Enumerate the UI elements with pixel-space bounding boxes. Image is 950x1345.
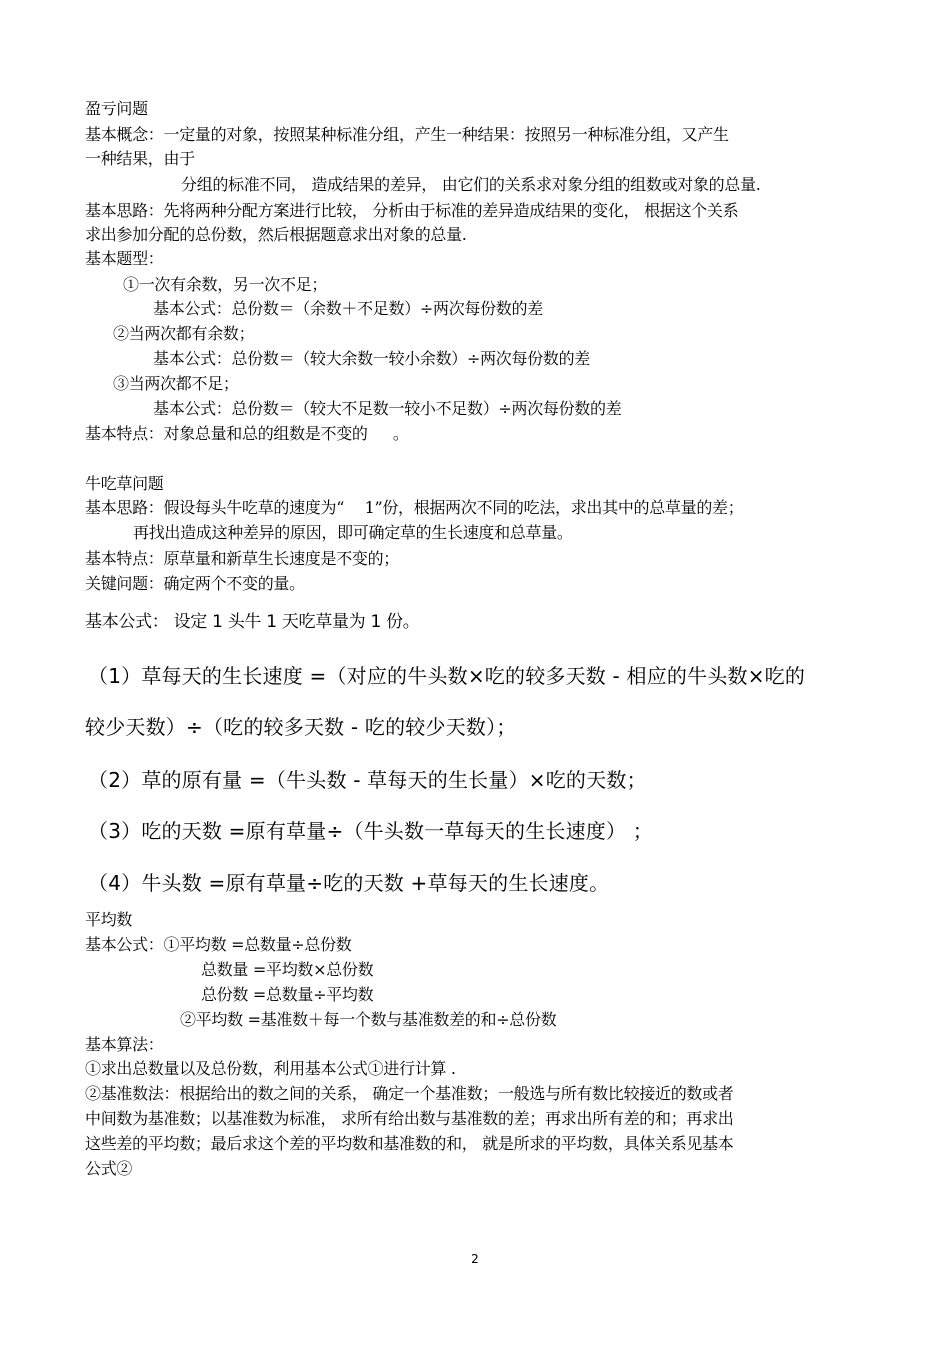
cow-formula-3: （3）吃的天数 =原有草量÷（牛头数一草每天的生长速度） ； [88,819,653,843]
cow-formula-1b: 较少天数）÷（吃的较多天数 - 吃的较少天数）； [85,715,517,739]
type-2: ②当两次都有余数； [113,324,255,343]
cow-formula-intro: 基本公式： 设定 1 头牛 1 天吃草量为 1 份。 [85,612,420,632]
page-number: 2 [471,1252,479,1266]
avg-formula-2: 总数量 =平均数×总份数 [201,960,374,979]
cow-formula-1a: （1）草每天的生长速度 =（对应的牛头数×吃的较多天数 - 相应的牛头数×吃的 [88,664,806,688]
cow-key-line: 关键问题：确定两个不变的量。 [85,574,305,593]
avg-algo-1: ①求出总数量以及总份数，利用基本公式①进行计算 . [85,1059,456,1078]
avg-algo-2a: ②基准数法：根据给出的数之间的关系， 确定一个基准数；一般选与所有数比较接近的数或者 [85,1084,734,1103]
idea-line-1: 基本思路：先将两种分配方案进行比较， 分析由于标准的差异造成结果的变化， 根据这个关系 [85,201,739,220]
type-1: ①一次有余数，另一次不足； [123,275,328,294]
concept-line-1: 基本概念：一定量的对象，按照某种标准分组，产生一种结果：按照另一种标准分组，又产生 [85,125,729,144]
cow-formula-4: （4）牛头数 =原有草量÷吃的天数 +草每天的生长速度。 [88,871,610,895]
avg-formula-1: 基本公式：①平均数 =总数量÷总份数 [85,935,352,954]
avg-algo-title: 基本算法： [85,1035,164,1054]
cow-feature-line: 基本特点：原草量和新草生长速度是不变的； [85,549,400,568]
types-title: 基本题型： [85,249,164,268]
formula-2: 基本公式：总份数＝（较大余数一较小余数）÷两次每份数的差 [153,349,591,368]
avg-algo-2d: 公式② [85,1159,133,1178]
avg-formula-4: ②平均数 =基准数＋每一个数与基准数差的和÷总份数 [180,1010,557,1029]
idea-line-2: 求出参加分配的总份数，然后根据题意求出对象的总量. [85,225,467,244]
concept-line-3: 分组的标准不同， 造成结果的差异， 由它们的关系求对象分组的组数或对象的总量. [181,175,761,194]
feature-line: 基本特点：对象总量和总的组数是不变的 。 [85,424,409,443]
cow-idea-line-1: 基本思路：假设每头牛吃草的速度为“ 1”份，根据两次不同的吃法，求出其中的总草量的差； [85,498,744,517]
concept-line-2: 一种结果，由于 [85,149,195,168]
cow-formula-2: （2）草的原有量 =（牛头数 - 草每天的生长量）×吃的天数； [88,768,647,792]
cow-idea-line-2: 再找出造成这种差异的原因，即可确定草的生长速度和总草量。 [133,523,573,542]
type-3: ③当两次都不足； [113,374,239,393]
avg-formula-3: 总份数 =总数量÷平均数 [201,985,374,1004]
avg-algo-2b: 中间数为基准数；以基准数为标准， 求所有给出数与基准数的差；再求出所有差的和；再求出 [85,1109,734,1128]
avg-algo-2c: 这些差的平均数；最后求这个差的平均数和基准数的和， 就是所求的平均数，具体关系见基本 [85,1134,734,1153]
section-title-cow-grass: 牛吃草问题 [85,474,164,493]
formula-3: 基本公式：总份数＝（较大不足数一较小不足数）÷两次每份数的差 [153,399,622,418]
formula-1: 基本公式：总份数＝（余数＋不足数）÷两次每份数的差 [153,299,543,318]
section-title-profit-loss: 盈亏问题 [85,99,148,118]
section-title-average: 平均数 [85,910,133,929]
